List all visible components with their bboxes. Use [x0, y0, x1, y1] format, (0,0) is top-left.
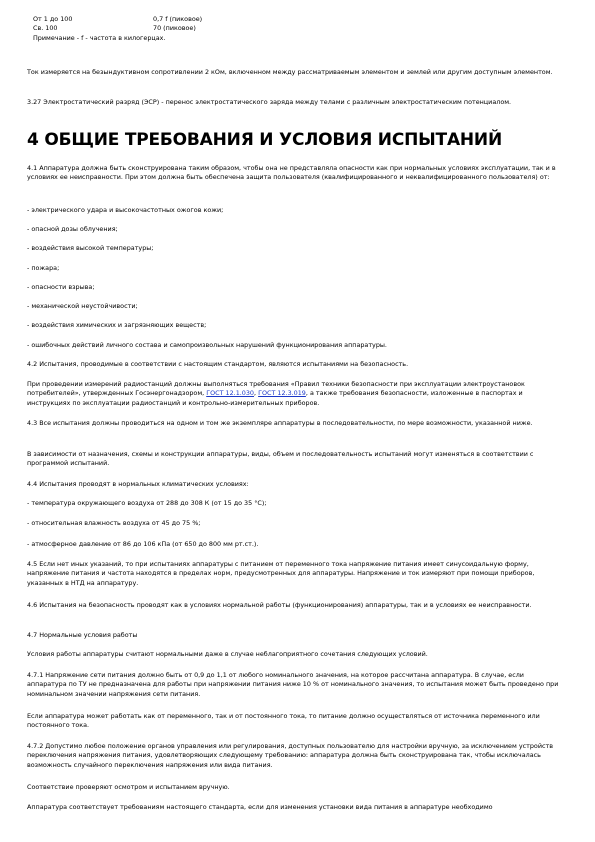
table-cell-value: 70 (пиковое): [153, 24, 196, 33]
table-row: [33, 15, 202, 24]
list-item: - температура окружающего воздуха от 288 до 308 К (от 15 до 35 °С);: [27, 499, 267, 507]
paragraph-4-7-2: 4.7.2 Допустимо любое положение органов управления или регулирования, доступных пользователю для настройки вручную, за исключением устройств переключения напряжения питания, удовлетворяющих следующему требованию: аппаратура должна быть сконструирована так, чтобы исключалась возможность случайного переключения напряжения или вида питания.: [27, 742, 553, 769]
paragraph-power-switch: Аппаратура соответствует требованиям настоящего стандарта, если для изменения установки вида питания в аппаратуре необходимо: [27, 803, 493, 811]
paragraph-4-1: 4.1 Аппаратура должна быть сконструирована таким образом, чтобы она не представляла опасности как при нормальных условиях эксплуатации, так и в условиях ее неисправности. При этом должна быть обеспечена защита пользователя (квалифицированного и неквалифицированного пользователя) от:: [27, 164, 556, 182]
paragraph-verification: Соответствие проверяют осмотром и испытанием вручную.: [27, 783, 230, 791]
list-item: - атмосферное давление от 86 до 106 кПа (от 650 до 800 мм рт.ст.).: [27, 540, 259, 548]
list-item: - электрического удара и высокочастотных ожогов кожи;: [27, 206, 224, 214]
table-row: [33, 24, 202, 33]
list-item: - ошибочных действий личного состава и самопроизвольных нарушений функционирования аппаратуры.: [27, 341, 387, 349]
table-cell-value: 0,7 f (пиковое): [153, 15, 203, 23]
paragraph-ac-dc: Если аппаратура может работать как от переменного, так и от постоянного тока, то питание должно осуществляться от источника переменного или постоянного тока.: [27, 712, 540, 730]
paragraph-4-7-intro: Условия работы аппаратуры считают нормальными даже в случае неблагоприятного сочетания следующих условий.: [27, 650, 428, 658]
section-heading: 4 ОБЩИЕ ТРЕБОВАНИЯ И УСЛОВИЯ ИСПЫТАНИЙ: [27, 130, 502, 150]
list-item: - относительная влажность воздуха от 45 до 75 %;: [27, 519, 201, 527]
paragraph-3-27: 3.27 Электростатический разряд (ЭСР) - перенос электростатического заряда между телами с различным электростатическим потенциалом.: [27, 98, 512, 106]
list-item: - пожара;: [27, 264, 60, 272]
paragraph-4-5: 4.5 Если нет иных указаний, то при испытаниях аппаратуры с питанием от переменного тока напряжение питания имеет синусоидальную форму, напряжение питания и частота находятся в пределах норм, предусмотренных для аппаратуры. Напряжение и ток измеряют при помощи приборов, указанных в НТД на аппаратуру.: [27, 560, 535, 587]
list-item: - опасности взрыва;: [27, 283, 95, 291]
paragraph-current: Ток измеряется на безындуктивном сопротивлении 2 кОм, включенном между рассматриваемым элементом и землей или другим доступным элементом.: [27, 68, 553, 76]
table-cell-range: От 1 до 100: [33, 15, 73, 23]
list-item: - воздействия химических и загрязняющих веществ;: [27, 321, 207, 329]
gost-12-1-030-link[interactable]: ГОСТ 12.1.030: [206, 389, 255, 398]
table-note: Примечание - f - частота в килогерцах.: [33, 33, 166, 42]
paragraph-scope: В зависимости от назначения, схемы и конструкции аппаратуры, виды, объем и последовательность испытаний могут изменяться в соответствии с программой испытаний.: [27, 450, 534, 468]
list-item: - воздействия высокой температуры;: [27, 244, 154, 252]
paragraph-4-3: 4.3 Все испытания должны проводиться на одном и том же экземпляре аппаратуры в последовательности, по мере возможности, указанной ниже.: [27, 419, 533, 427]
list-item: - механической неустойчивости;: [27, 302, 138, 310]
paragraph-4-6: 4.6 Испытания на безопасность проводят как в условиях нормальной работы (функционирования) аппаратуры, так и в условиях ее неисправности.: [27, 601, 532, 609]
paragraph-4-4: 4.4 Испытания проводят в нормальных климатических условиях:: [27, 480, 249, 488]
list-item: - опасной дозы облучения;: [27, 225, 118, 233]
paragraph-4-2: 4.2 Испытания, проводимые в соответствии с настоящим стандартом, являются испытаниями на безопасность.: [27, 360, 409, 368]
paragraph-safety-rules: При проведении измерений радиостанций должны выполняться требования «Правил техники безопасности при эксплуатации электроустановок потребителей», утвержденных Госэнергонадзором, ГОСТ 12.1.030, ГОСТ 12.3.019, а также требования безопасности, изложенные в паспортах и инструкциях по эксплуатации радиостанций и контрольно-измерительных приборов.: [27, 380, 525, 407]
table-cell-range: Св. 100: [33, 24, 58, 33]
paragraph-4-7-1: 4.7.1 Напряжение сети питания должно быть от 0,9 до 1,1 от любого номинального значения, на которое рассчитана аппаратура. В случае, если аппаратура по ТУ не предназначена для работы при напряжении питания ниже 10 % от номинального значения, то испытания может быть проведено при номинальном значении напряжения сети питания.: [27, 671, 559, 698]
gost-12-3-019-link[interactable]: ГОСТ 12.3.019: [258, 389, 306, 398]
frequency-table: [33, 15, 202, 43]
subsection-title-4-7: 4.7 Нормальные условия работы: [27, 631, 138, 639]
